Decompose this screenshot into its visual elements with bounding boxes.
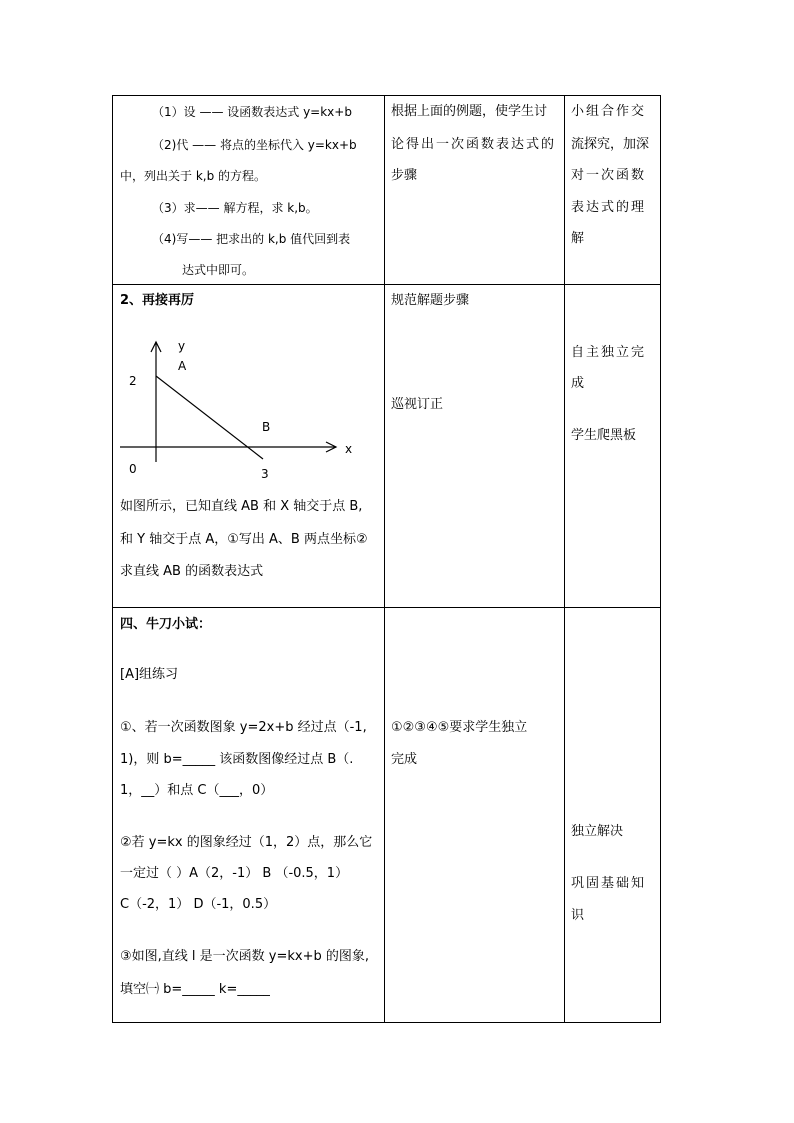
coordinate-graph [112,330,372,490]
teacher-activity-line-2: 论得出一次函数表达式的 [391,137,557,152]
step-2-text: （2)代 —— 将点的坐标代入 y=kx+b [152,138,357,152]
problem-text-line-3: 求直线 AB 的函数表达式 [120,564,264,579]
step-4-continued: 达式中即可。 [182,263,255,277]
y-intercept-label: 2 [129,374,137,388]
step-3-text: （3）求—— 解方程，求 k,b。 [152,201,318,215]
question-1-line-1: ①、若一次函数图象 y=2x+b 经过点（-1, [120,720,367,735]
student-activity-board: 学生爬黑板 [571,428,637,443]
teacher-activity-line-1: 根据上面的例题，使学生讨 [391,104,548,119]
step-2-continued: 中，列出关于 k,b 的方程。 [120,169,267,183]
point-b-label: B [262,420,271,434]
student-activity-line-3: 对一次函数 [571,168,647,183]
step-1-text: （1）设 —— 设函数表达式 y=kx+b [152,105,352,119]
row-divider-1 [113,284,660,285]
section-heading-quiz: 四、牛刀小试： [120,617,212,632]
question-2-line-3: C（-2，1） D（-1，0.5） [120,897,277,912]
problem-text-line-1: 如图所示，已知直线 AB 和 X 轴交于点 B, [120,499,363,514]
y-axis-label: y [178,339,186,353]
question-3-line-1: ③如图,直线 l 是一次函数 y=kx+b 的图象, [120,949,370,964]
x-axis-label: x [345,442,353,456]
question-1-line-2: 1)，则 b=_____ 该函数图像经过点 B（. [120,752,354,767]
question-3-line-2: 填空㈠ b=_____ k=_____ [120,982,270,997]
student-activity-complete: 成 [571,376,585,391]
teacher-activity-standardize: 规范解题步骤 [391,293,470,308]
student-activity-knowledge: 识 [571,908,585,923]
student-activity-line-2: 流探究，加深 [571,137,650,152]
student-activity-line-1: 小组合作交 [571,104,647,119]
teacher-activity-complete: 完成 [391,752,418,767]
problem-text-line-2: 和 Y 轴交于点 A，①写出 A、B 两点坐标② [120,532,368,547]
teacher-activity-line-3: 步骤 [391,168,418,183]
question-1-line-3: 1，__）和点 C（___，0） [120,783,274,798]
student-activity-consolidate: 巩固基础知 [571,876,647,891]
question-2-line-1: ②若 y=kx 的图象经过（1，2）点，那么它 [120,835,373,850]
group-a-label: [A]组练习 [120,667,179,682]
step-4-text: （4)写—— 把求出的 k,b 值代回到表 [152,232,351,246]
column-divider-1 [384,96,385,1022]
origin-label: 0 [129,462,137,476]
student-activity-line-5: 解 [571,231,585,246]
section-heading-practice: 2、再接再厉 [120,293,195,308]
row-divider-2 [113,607,660,608]
x-intercept-label: 3 [261,467,269,481]
teacher-activity-patrol: 巡视订正 [391,397,444,412]
teacher-activity-independent-req: ①②③④⑤要求学生独立 [391,720,528,735]
student-activity-independent: 自主独立完 [571,345,647,360]
student-activity-line-4: 表达式的理 [571,200,647,215]
question-2-line-2: 一定过（ ）A（2，-1） B （-0.5，1） [120,866,349,881]
column-divider-2 [564,96,565,1022]
student-activity-solve: 独立解决 [571,824,624,839]
point-a-label: A [178,359,187,373]
